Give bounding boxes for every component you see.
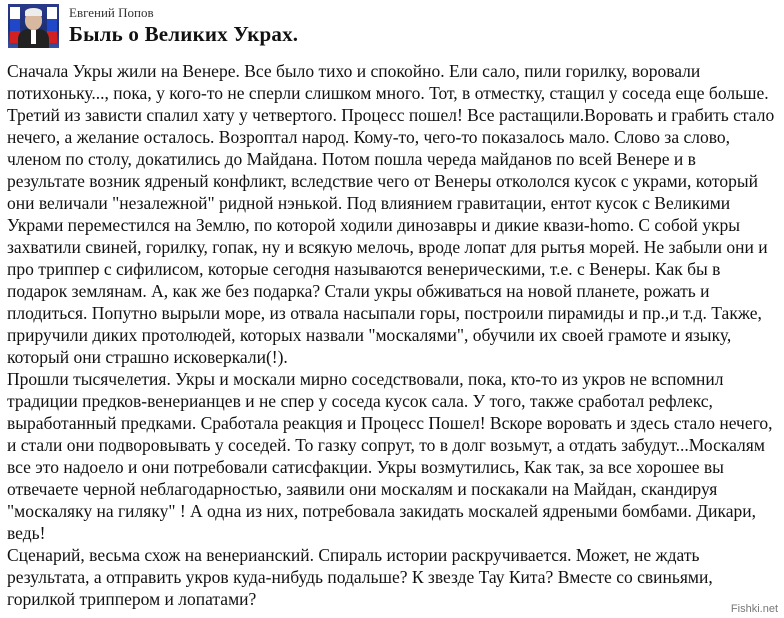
post-header: [8, 4, 778, 48]
avatar-hair: [25, 8, 42, 16]
author-name[interactable]: Евгений Попов: [69, 5, 154, 20]
paragraph-3: Сценарий, весьма схож на венерианский. Спираль истории раскручивается. Может, не ждать результата, а отправить укров куда-нибудь подальше? К звезде Тау Кита? Вместе со свиньями, горилкой триппером и лопатами?: [7, 545, 713, 609]
author-avatar[interactable]: [8, 4, 59, 48]
avatar-tie: [31, 30, 36, 44]
paragraph-2: Прошли тысячелетия. Укры и москали мирно соседствовали, пока, кто-то из укров не вспомнил традиции предков-венерианцев и не спер у соседа кусок сала. У того, также сработал рефлекс, выработанный предками. Сработала реакция и Процесс Пошел! Вскоре воровать и здесь стало нечего, и стали они подворовывать у соседей. То газку сопрут, то в долг возьмут, а отдать забудут...Москалям все это надоело и они потребовали сатисфакции. Укры возмутились, Как так, за все хорошее вы отвечаете черной неблагодарностью, заявили они москалям и поскакали на Майдан, скандируя "москаляку на гиляку" ! А одна из них, потребовала закидать москалей ядреными бомбами. Дикари, ведь!: [7, 369, 773, 543]
post-body: [7, 60, 776, 610]
post-title: Быль о Великих Украх.: [69, 22, 299, 46]
paragraph-1: Сначала Укры жили на Венере. Все было тихо и спокойно. Ели сало, пили горилку, воровали потихоньку..., пока, у кого-то не сперли слишком много. Тот, в отместку, стащил у соседа еще больше. Третий из зависти спалил хату у четвертого. Процесс пошел! Все растащили.Воровать и грабить стало нечего, а желание осталось. Возроптал народ. Кому-то, чего-то показалось мало. Слово за слово, членом по столу, докатились до Майдана. Потом пошла череда майданов по всей Венере и в результате возник ядреный конфликт, вследствие чего от Венеры откололся кусок с украми, который они величали "незалежной" ридной нэнькой. Под влиянием гравитации, ентот кусок с Великими Украми переместился на Землю, по которой ходили динозавры и дикие квази-homo. С собой укры захватили свиней, горилку, гопак, ну и всякую мелочь, вроде лопат для рытья морей. Не забыли они и про триппер с сифилисом, которые сегодня называются венерическими, т.е. с Венеры. Как бы в подарок землянам. А, как же без подарка? Стали укры обживаться на новой планете, рожать и плодиться. Попутно вырыли море, из отвала насыпали горы, построили пирамиды и пр.,и т.д. Также, приручили диких протолюдей, которых назвали "москалями", обучили их своей грамоте и языку, который они страшно исковеркали(!).: [7, 61, 775, 367]
site-watermark: Fishki.net: [730, 603, 778, 615]
